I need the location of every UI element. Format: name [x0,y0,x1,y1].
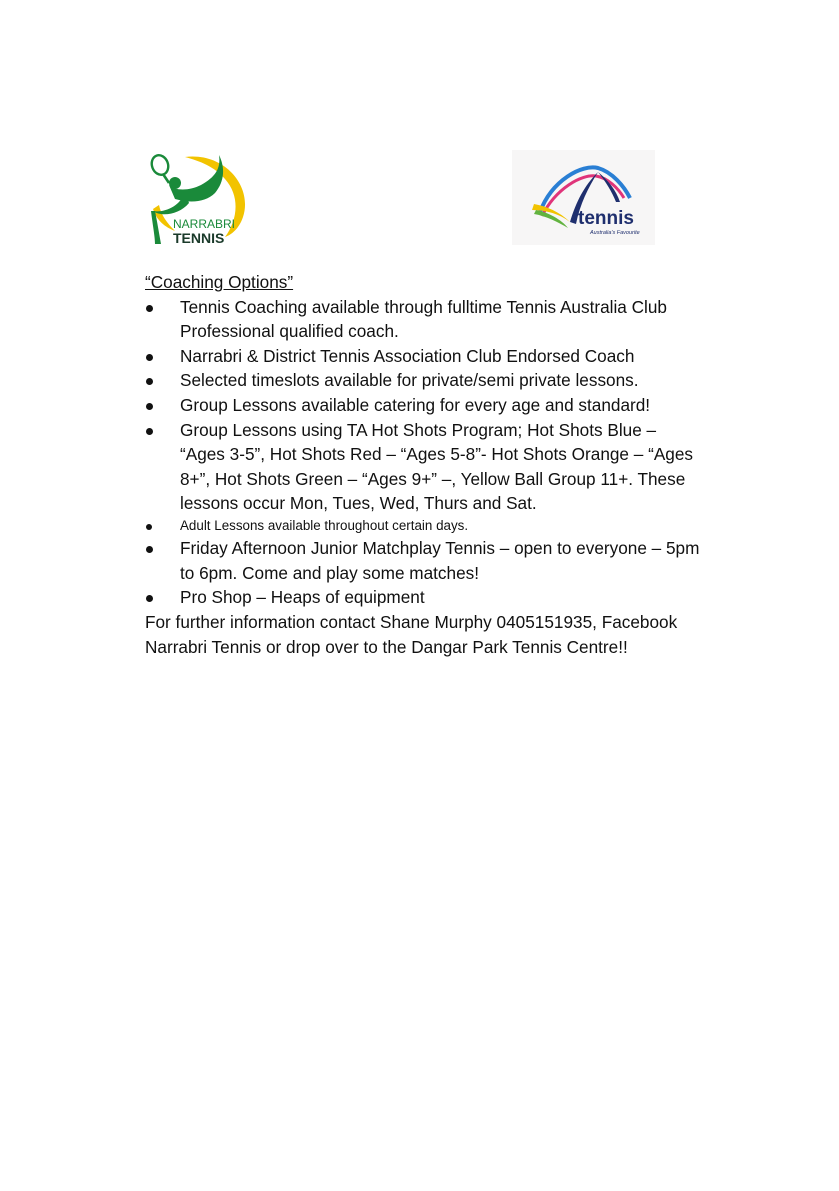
logo-tagline: Australia's Favourite [590,230,640,236]
list-item [145,368,705,393]
logo-tennis-word: tennis [578,208,634,229]
bullet-icon [146,403,153,410]
list-item [145,536,705,585]
list-item-text: Group Lessons using TA Hot Shots Program; Hot Shots Blue – “Ages 3-5”, Hot Shots Red – “Ages 5-8”- Hot Shots Orange – “Ages 8+”, Hot Shots Green – “Ages 9+” –, Yellow Ball Group 11+. These lessons occur Mon, Tues, Wed, Thurs and Sat. [180,419,693,514]
contact-information: For further information contact Shane Murphy 0405151935, Facebook Narrabri Tennis or drop over to the Dangar Park Tennis Centre!! [145,611,678,658]
list-item [145,516,705,536]
list-item-text: Group Lessons available catering for every age and standard! [180,394,651,415]
list-item [145,295,705,344]
bullet-icon [146,378,153,385]
coaching-options-section [145,270,705,661]
coaching-options-list [145,295,705,610]
list-item-text: Selected timeslots available for private/semi private lessons. [180,370,639,391]
bullet-icon [146,428,153,435]
list-item-text: Adult Lessons available throughout certain days. [180,517,469,533]
list-item-text: Friday Afternoon Junior Matchplay Tennis – open to everyone – 5pm to 6pm. Come and play some matches! [180,537,700,583]
logo-tennis-text: TENNIS [173,230,225,246]
tennis-australia-logo-graphic [512,150,655,245]
list-item [145,344,705,369]
narrabri-tennis-logo-graphic [145,147,251,247]
list-item [145,393,705,418]
list-item [145,418,705,516]
logo-narrabri-text: NARRABRI [173,217,236,231]
tennis-australia-logo [512,150,655,245]
list-item-text: Pro Shop – Heaps of equipment [180,587,425,608]
list-item [145,585,705,610]
bullet-icon [146,546,153,553]
bullet-icon [146,305,153,312]
bullet-icon [146,354,153,361]
bullet-icon [146,595,153,602]
coaching-options-heading: “Coaching Options” [145,272,294,292]
list-item-text: Tennis Coaching available through fulltime Tennis Australia Club Professional qualified coach. [180,296,667,342]
list-item-text: Narrabri & District Tennis Association Club Endorsed Coach [180,345,635,366]
narrabri-tennis-logo [145,147,251,247]
bullet-icon [146,524,152,530]
